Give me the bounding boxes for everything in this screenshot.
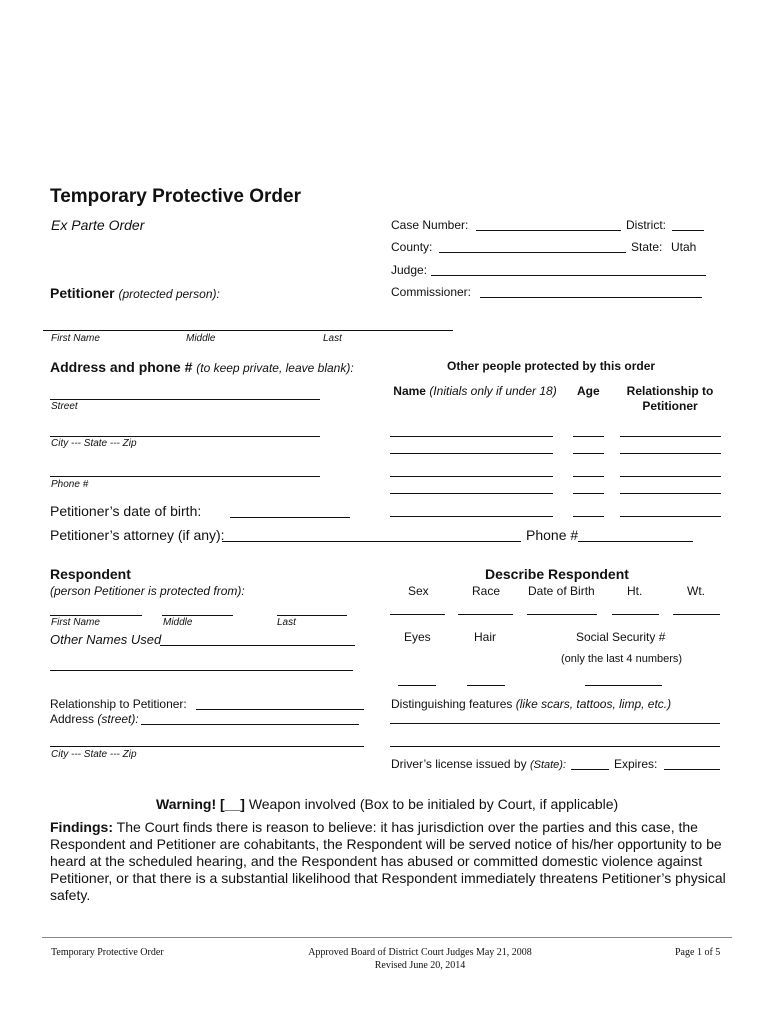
features-label: Distinguishing features [391,697,513,711]
judge-field[interactable] [431,275,706,276]
respondent-first-field[interactable] [50,615,142,616]
case-number-label: Case Number: [391,218,469,232]
others-age-field-3[interactable] [573,476,604,477]
county-label: County: [391,240,433,254]
warning-label[interactable]: Warning! [__] [156,796,245,812]
phone-field[interactable] [50,476,320,477]
others-rel-field-1[interactable] [620,436,721,437]
respondent-city-field[interactable] [50,746,364,747]
respondent-last-field[interactable] [277,615,347,616]
license-heading [391,757,566,771]
respondent-label: Respondent [50,566,131,582]
describe-dob-label: Date of Birth [528,584,595,598]
address-heading [50,359,354,375]
relationship-field[interactable] [196,709,364,710]
respondent-first-caption: First Name [51,617,100,628]
respondent-address-heading [50,712,139,726]
ht-label: Ht. [627,584,643,598]
others-age-field-5[interactable] [573,516,604,517]
race-label: Race [472,584,501,598]
license-state-field[interactable] [571,769,609,770]
others-name-field-4[interactable] [390,493,553,494]
attorney-field[interactable] [222,541,521,542]
county-field[interactable] [439,252,626,253]
respondent-address-label: Address [50,712,95,726]
city-state-zip-field[interactable] [50,436,320,437]
respondent-city-caption: City --- State --- Zip [51,749,137,760]
relationship-label: Relationship to Petitioner: [50,697,187,711]
attorney-phone-field[interactable] [578,541,693,542]
respondent-middle-field[interactable] [162,615,233,616]
findings-label: Findings: [50,819,113,835]
street-field[interactable] [50,399,320,400]
first-name-caption: First Name [51,333,100,344]
phone-caption: Phone # [51,479,89,490]
features-note: (like scars, tattoos, limp, etc.) [515,697,672,711]
eyes-label: Eyes [404,630,431,644]
petitioner-label: Petitioner [50,285,115,301]
others-relationship-header: Relationship to Petitioner [626,384,714,413]
other-names-label: Other Names Used [50,632,162,647]
address-label: Address and phone # [50,359,193,375]
district-field[interactable] [672,230,704,231]
dob-field[interactable] [230,517,350,518]
ssn-label: Social Security # [576,630,666,644]
others-age-header: Age [577,384,600,398]
judge-label: Judge: [391,263,428,277]
respondent-note: (person Petitioner is protected from): [50,584,245,598]
ht-field[interactable] [612,614,659,615]
others-name-field-1[interactable] [390,436,553,437]
commissioner-field[interactable] [480,297,702,298]
respondent-address-field[interactable] [141,724,359,725]
others-name-label: Name [393,384,426,398]
others-name-header [392,384,558,399]
respondent-address-note: (street): [97,712,139,726]
address-note: (to keep private, leave blank): [196,361,354,375]
others-name-note: (Initials only if under 18) [429,384,557,398]
others-name-field-3[interactable] [390,476,553,477]
respondent-last-caption: Last [277,617,296,628]
eyes-field[interactable] [398,685,436,686]
others-age-field-4[interactable] [573,493,604,494]
expires-label: Expires: [614,757,658,771]
other-names-field-2[interactable] [50,670,353,671]
others-rel-field-4[interactable] [620,493,721,494]
describe-dob-field[interactable] [527,614,597,615]
hair-label: Hair [474,630,497,644]
others-heading: Other people protected by this order [447,359,656,373]
ssn-field[interactable] [585,685,662,686]
warning-line [156,796,618,812]
sex-label: Sex [408,584,429,598]
others-age-field-1[interactable] [573,436,604,437]
page-title: Temporary Protective Order [50,186,301,207]
last-caption: Last [323,333,342,344]
state-value: Utah [671,240,697,254]
expires-field[interactable] [664,769,720,770]
race-field[interactable] [458,614,513,615]
others-age-field-2[interactable] [573,453,604,454]
license-label: Driver’s license issued by [391,757,527,771]
dob-label: Petitioner’s date of birth: [50,503,202,519]
footer-divider [42,937,732,938]
respondent-middle-caption: Middle [163,617,193,628]
others-rel-field-2[interactable] [620,453,721,454]
petitioner-note: (protected person): [118,287,220,301]
describe-heading: Describe Respondent [485,566,629,582]
petitioner-name-field[interactable] [43,330,453,331]
state-label: State: [631,240,663,254]
attorney-phone-label: Phone # [526,527,579,543]
ssn-note: (only the last 4 numbers) [561,653,683,665]
others-name-field-5[interactable] [390,516,553,517]
warning-text: Weapon involved (Box to be initialed by Court, if applicable) [248,796,619,812]
district-label: District: [626,218,666,232]
wt-field[interactable] [673,614,720,615]
footer-left: Temporary Protective Order [51,947,164,958]
subtitle: Ex Parte Order [51,217,145,233]
footer-center-2: Revised June 20, 2014 [374,960,466,971]
footer-center-1: Approved Board of District Court Judges May 21, 2008 [308,947,532,958]
others-rel-field-3[interactable] [620,476,721,477]
features-field-1[interactable] [390,723,720,724]
commissioner-label: Commissioner: [391,285,472,299]
license-state-label: (State): [529,759,567,771]
middle-caption: Middle [186,333,216,344]
petitioner-heading [50,285,220,301]
footer-page: Page 1 of 5 [675,947,721,958]
sex-field[interactable] [390,614,445,615]
other-names-field-1[interactable] [160,645,355,646]
features-field-2[interactable] [390,746,720,747]
attorney-label: Petitioner’s attorney (if any): [50,527,225,543]
others-name-field-2[interactable] [390,453,553,454]
features-heading [391,697,671,711]
case-number-field[interactable] [476,230,621,231]
findings-text: The Court finds there is reason to believe: it has jurisdiction over the parties and this case, the Respondent and Petitioner are cohabitants, the Respondent will be served notice of his/her opportunity to be heard at the scheduled hearing, and the Respondent has abused or committed domestic violence against Petitioner, or that there is a substantial likelihood that Respondent immediately threatens Petitioner’s physical safety. [50,819,726,903]
street-caption: Street [51,401,78,412]
findings-paragraph [50,819,730,904]
city-state-zip-caption: City --- State --- Zip [51,438,137,449]
others-rel-field-5[interactable] [620,516,721,517]
wt-label: Wt. [687,584,705,598]
hair-field[interactable] [467,685,505,686]
